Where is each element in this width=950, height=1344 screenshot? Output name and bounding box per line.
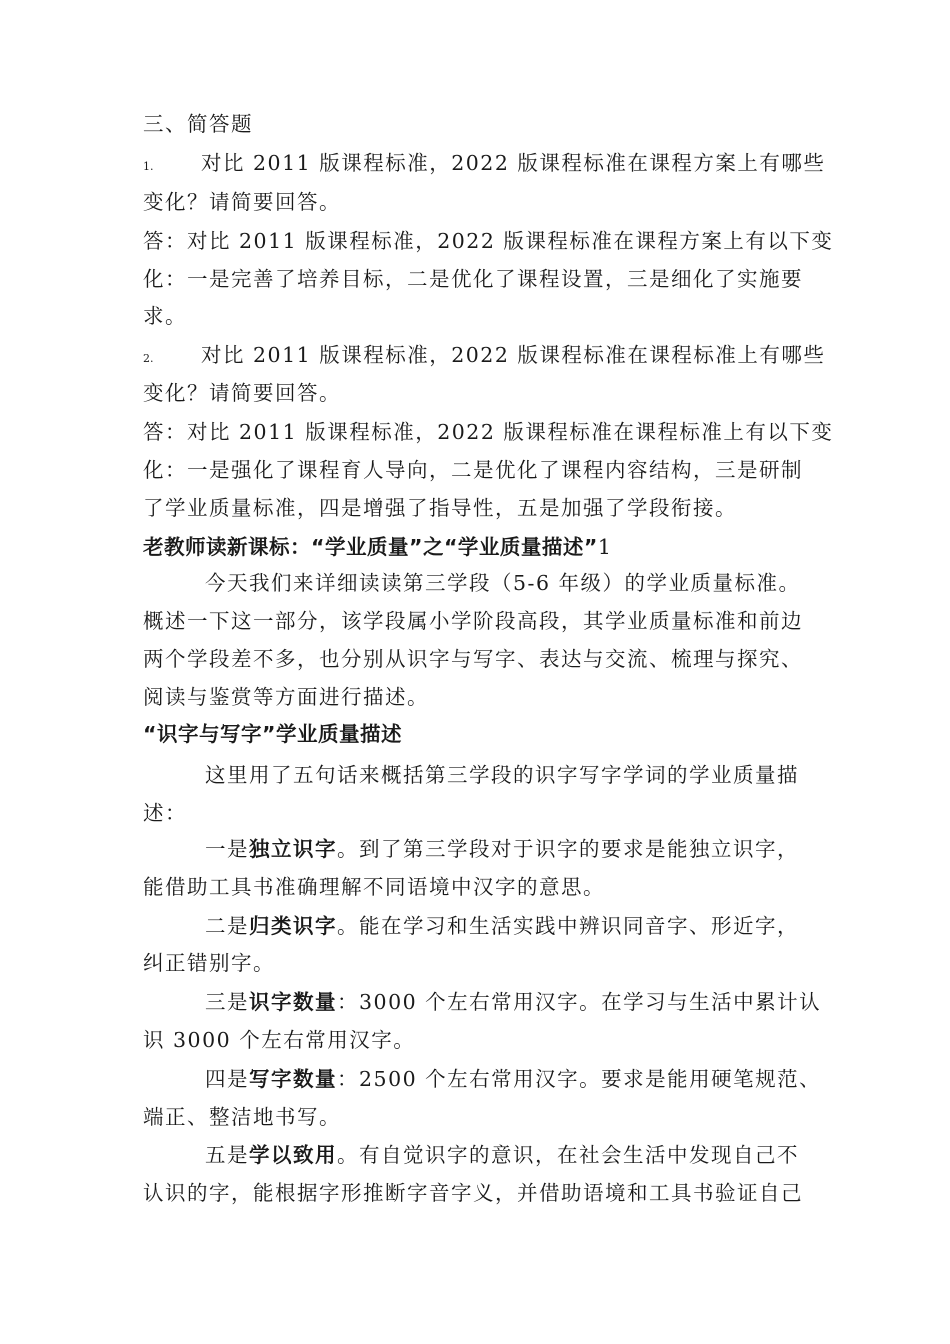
answer-2-line-2: 化：一是强化了课程育人导向，二是优化了课程内容结构，三是研制 — [143, 458, 803, 482]
question-1-number: 1. — [143, 160, 154, 173]
summary-line-2: 述： — [143, 801, 187, 825]
point-5-keyword: 学以致用 — [249, 1143, 337, 1167]
point-1-keyword: 独立识字 — [249, 837, 337, 861]
point-1-text: 。到了第三学段对于识字的要求是能独立识字， — [337, 837, 799, 861]
point-4-line-1 — [205, 1061, 821, 1097]
point-3-line-1 — [205, 984, 821, 1020]
point-2-line-1 — [205, 908, 799, 944]
point-3-prefix: 三是 — [205, 990, 249, 1014]
point-2-text: 。能在学习和生活实践中辨识同音字、形近字， — [337, 914, 799, 938]
point-4-prefix: 四是 — [205, 1067, 249, 1091]
point-1-prefix: 一是 — [205, 837, 249, 861]
section-title: 三、简答题 — [143, 112, 253, 136]
point-5-prefix: 五是 — [205, 1143, 249, 1167]
point-3-keyword: 识字数量 — [249, 990, 337, 1014]
question-2-number: 2. — [143, 352, 154, 365]
answer-1-line-2: 化：一是完善了培养目标，二是优化了课程设置，三是细化了实施要 — [143, 267, 803, 291]
point-5-line-2: 认识的字，能根据字形推断字音字义，并借助语境和工具书验证自己 — [143, 1181, 803, 1205]
subheading: “识字与写字”学业质量描述 — [143, 722, 402, 746]
answer-1-line-1: 答：对比 2011 版课程标准，2022 版课程标准在课程方案上有以下变 — [143, 229, 834, 253]
point-4-line-2: 端正、整洁地书写。 — [143, 1105, 341, 1129]
point-4-keyword: 写字数量 — [249, 1067, 337, 1091]
point-2-keyword: 归类识字 — [249, 914, 337, 938]
article-title-suffix: 1 — [597, 535, 613, 559]
intro-line-4: 阅读与鉴赏等方面进行描述。 — [143, 685, 429, 709]
point-1-line-1 — [205, 831, 799, 867]
intro-line-3: 两个学段差不多，也分别从识字与写字、表达与交流、梳理与探究、 — [143, 647, 803, 671]
point-2-prefix: 二是 — [205, 914, 249, 938]
question-1-line-2: 变化？请简要回答。 — [143, 190, 341, 214]
point-4-text: ：2500 个左右常用汉字。要求是能用硬笔规范、 — [337, 1067, 822, 1091]
point-3-text: ：3000 个左右常用汉字。在学习与生活中累计认 — [337, 990, 822, 1014]
point-5-text: 。有自觉识字的意识，在社会生活中发现自己不 — [337, 1143, 799, 1167]
point-1-line-2: 能借助工具书准确理解不同语境中汉字的意思。 — [143, 875, 605, 899]
question-2-text: 对比 2011 版课程标准，2022 版课程标准在课程标准上有哪些 — [201, 343, 826, 367]
point-3-line-2: 识 3000 个左右常用汉字。 — [143, 1028, 416, 1052]
question-2-line-2: 变化？请简要回答。 — [143, 381, 341, 405]
answer-1-line-3: 求。 — [143, 304, 187, 328]
point-2-line-2: 纠正错别字。 — [143, 951, 275, 975]
intro-line-1: 今天我们来详细读读第三学段（5-6 年级）的学业质量标准。 — [205, 571, 801, 595]
intro-line-2: 概述一下这一部分，该学段属小学阶段高段，其学业质量标准和前边 — [143, 609, 803, 633]
question-2-line-1 — [143, 337, 825, 377]
answer-2-line-3: 了学业质量标准，四是增强了指导性，五是加强了学段衔接。 — [143, 496, 737, 520]
article-title: 老教师读新课标：“学业质量”之“学业质量描述” — [143, 535, 598, 559]
question-1-line-1 — [143, 145, 825, 185]
summary-line-1: 这里用了五句话来概括第三学段的识字写字学词的学业质量描 — [205, 763, 799, 787]
point-5-line-1 — [205, 1137, 799, 1173]
question-1-text: 对比 2011 版课程标准，2022 版课程标准在课程方案上有哪些 — [201, 151, 826, 175]
article-title-line — [143, 529, 612, 565]
answer-2-line-1: 答：对比 2011 版课程标准，2022 版课程标准在课程标准上有以下变 — [143, 420, 834, 444]
